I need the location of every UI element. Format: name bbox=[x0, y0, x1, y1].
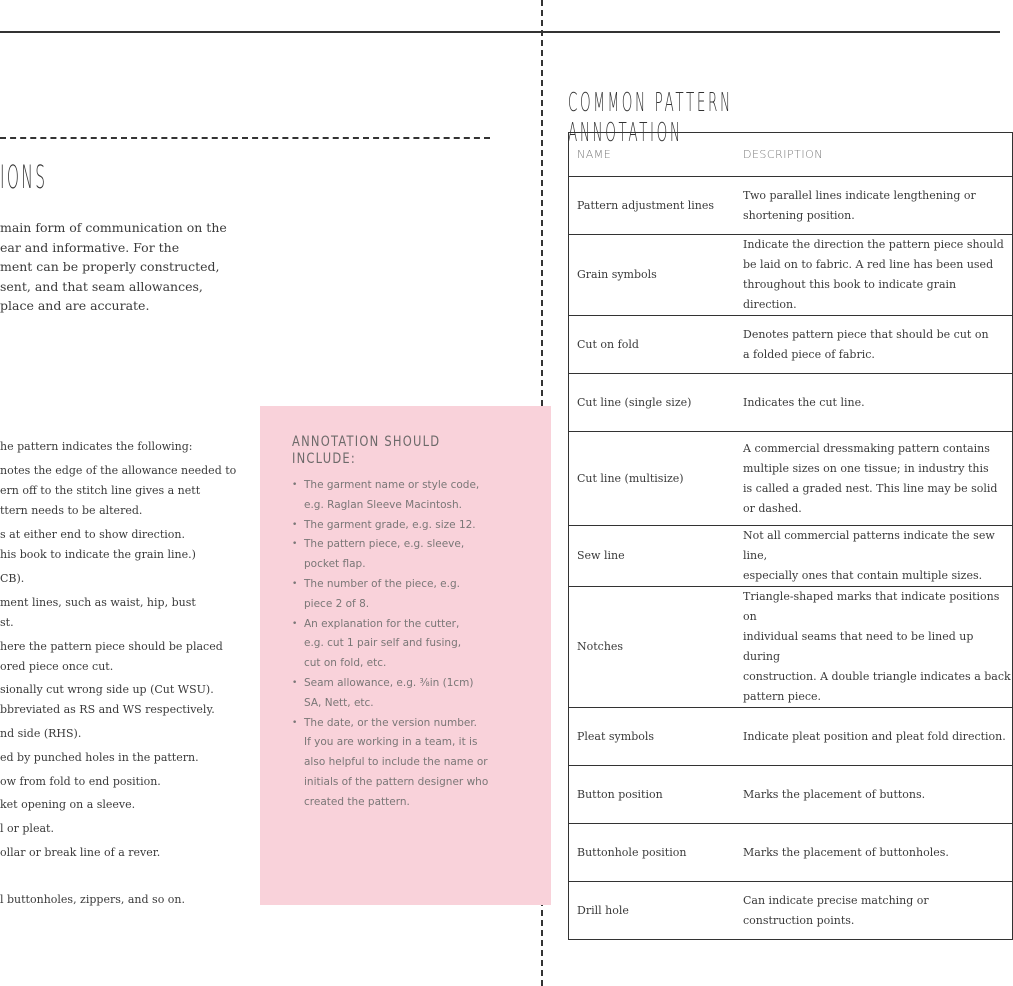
row-description: Indicates the cut line. bbox=[735, 374, 1013, 432]
table-row bbox=[569, 708, 1013, 766]
column-header-name: NAME bbox=[569, 133, 736, 177]
legend-line: l or pleat. bbox=[0, 822, 54, 835]
row-description: Triangle-shaped marks that indicate positions on individual seams that need to be lined up during construction. A double triangle indicates a back pattern piece. bbox=[735, 587, 1013, 708]
annotation-table bbox=[568, 132, 1013, 940]
legend-line: ollar or break line of a rever. bbox=[0, 846, 161, 859]
row-name: Drill hole bbox=[569, 882, 736, 940]
legend-line: ment lines, such as waist, hip, bust bbox=[0, 596, 196, 609]
intro-paragraph bbox=[0, 218, 260, 316]
sidebar-item-text: • The date, or the version number. bbox=[292, 714, 542, 734]
sidebar-item-text: • An explanation for the cutter, bbox=[292, 615, 542, 635]
row-name: Notches bbox=[569, 587, 736, 708]
row-description: Not all commercial patterns indicate the sew line, especially ones that contain multiple sizes. bbox=[735, 526, 1013, 587]
sidebar-item bbox=[292, 714, 542, 813]
legend-line: his book to indicate the grain line.) bbox=[0, 548, 196, 561]
sidebar-item-text: SA, Nett, etc. bbox=[304, 696, 374, 709]
row-description: Marks the placement of buttons. bbox=[735, 766, 1013, 824]
row-name: Cut line (single size) bbox=[569, 374, 736, 432]
sidebar-checklist bbox=[292, 476, 542, 813]
sidebar-item bbox=[292, 516, 542, 536]
table-row bbox=[569, 526, 1013, 587]
sidebar-item-text: also helpful to include the name or bbox=[304, 756, 488, 769]
sidebar-item-text: • The pattern piece, e.g. sleeve, bbox=[292, 535, 542, 555]
row-name: Pleat symbols bbox=[569, 708, 736, 766]
legend-line: st. bbox=[0, 616, 14, 629]
row-description: A commercial dressmaking pattern contains multiple sizes on one tissue; in industry this is called a graded nest. This line may be solid or dashed. bbox=[735, 432, 1013, 526]
row-description: Indicate the direction the pattern piece should be laid on to fabric. A red line has been used throughout this book to indicate grain direction. bbox=[735, 235, 1013, 316]
table-row bbox=[569, 587, 1013, 708]
top-rule bbox=[0, 31, 1000, 33]
sidebar-item-text: • Seam allowance, e.g. ⅜in (1cm) bbox=[292, 674, 542, 694]
column-header-description: DESCRIPTION bbox=[735, 133, 1013, 177]
row-name: Button position bbox=[569, 766, 736, 824]
sidebar-item-text: pocket flap. bbox=[304, 558, 366, 571]
sidebar-title bbox=[292, 434, 440, 468]
row-name: Grain symbols bbox=[569, 235, 736, 316]
legend-line: here the pattern piece should be placed bbox=[0, 640, 223, 653]
legend-line: ow from fold to end position. bbox=[0, 775, 161, 788]
intro-line: ear and informative. For the bbox=[0, 239, 180, 255]
table-row bbox=[569, 766, 1013, 824]
sidebar-item bbox=[292, 575, 542, 615]
row-description: Marks the placement of buttonholes. bbox=[735, 824, 1013, 882]
row-description: Denotes pattern piece that should be cut on a folded piece of fabric. bbox=[735, 316, 1013, 374]
table-row bbox=[569, 882, 1013, 940]
table-row bbox=[569, 177, 1013, 235]
table-row bbox=[569, 374, 1013, 432]
sidebar-item-text: cut on fold, etc. bbox=[304, 657, 387, 670]
legend-line: he pattern indicates the following: bbox=[0, 440, 193, 453]
intro-line: ment can be properly constructed, bbox=[0, 259, 220, 275]
row-name: Pattern adjustment lines bbox=[569, 177, 736, 235]
legend-line: s at either end to show direction. bbox=[0, 528, 185, 541]
row-name: Cut line (multisize) bbox=[569, 432, 736, 526]
sidebar-item bbox=[292, 476, 542, 516]
legend-line: ern off to the stitch line gives a nett bbox=[0, 484, 201, 497]
row-description: Two parallel lines indicate lengthening or shortening position. bbox=[735, 177, 1013, 235]
legend-line: bbreviated as RS and WS respectively. bbox=[0, 703, 215, 716]
sidebar-title-line: ANNOTATION SHOULD bbox=[292, 434, 441, 450]
legend-line: nd side (RHS). bbox=[0, 727, 82, 740]
legend-line: ket opening on a sleeve. bbox=[0, 798, 136, 811]
legend-line: ored piece once cut. bbox=[0, 660, 114, 673]
sidebar-item-text: piece 2 of 8. bbox=[304, 597, 370, 610]
table-row bbox=[569, 316, 1013, 374]
sidebar-item-text: e.g. Raglan Sleeve Macintosh. bbox=[304, 498, 463, 511]
row-name: Cut on fold bbox=[569, 316, 736, 374]
legend-line: CB). bbox=[0, 572, 25, 585]
sidebar-item bbox=[292, 615, 542, 674]
table-header-row bbox=[569, 133, 1013, 177]
legend-line: ed by punched holes in the pattern. bbox=[0, 751, 199, 764]
intro-line: sent, and that seam allowances, bbox=[0, 278, 203, 294]
row-name: Buttonhole position bbox=[569, 824, 736, 882]
sidebar-title-line: INCLUDE: bbox=[292, 451, 357, 467]
sidebar-item-text: • The number of the piece, e.g. bbox=[292, 575, 542, 595]
section-dashed-rule bbox=[0, 137, 490, 139]
table-row bbox=[569, 432, 1013, 526]
row-description: Can indicate precise matching or construction points. bbox=[735, 882, 1013, 940]
sidebar-item-text: initials of the pattern designer who bbox=[304, 775, 489, 788]
row-name: Sew line bbox=[569, 526, 736, 587]
legend-line: l buttonholes, zippers, and so on. bbox=[0, 893, 186, 906]
annotation-table-wrapper bbox=[568, 132, 1011, 927]
intro-line: place and are accurate. bbox=[0, 298, 150, 314]
intro-line: main form of communication on the bbox=[0, 220, 227, 235]
table-title: COMMON PATTERN ANNOTATION bbox=[568, 88, 733, 148]
table-row bbox=[569, 235, 1013, 316]
left-section-heading: IONS bbox=[0, 158, 48, 196]
sidebar-item-text: created the pattern. bbox=[304, 795, 410, 808]
table-row bbox=[569, 824, 1013, 882]
sidebar-item-text: • The garment name or style code, bbox=[292, 476, 542, 496]
sidebar-item-text: e.g. cut 1 pair self and fusing, bbox=[304, 637, 462, 650]
sidebar-item bbox=[292, 674, 542, 714]
row-description: Indicate pleat position and pleat fold direction. bbox=[735, 708, 1013, 766]
sidebar-item bbox=[292, 535, 542, 575]
sidebar-item-text: • The garment grade, e.g. size 12. bbox=[292, 516, 542, 536]
legend-line: notes the edge of the allowance needed to bbox=[0, 464, 237, 477]
legend-line: sionally cut wrong side up (Cut WSU). bbox=[0, 683, 214, 696]
legend-line: ttern needs to be altered. bbox=[0, 504, 143, 517]
sidebar-item-text: If you are working in a team, it is bbox=[304, 736, 478, 749]
